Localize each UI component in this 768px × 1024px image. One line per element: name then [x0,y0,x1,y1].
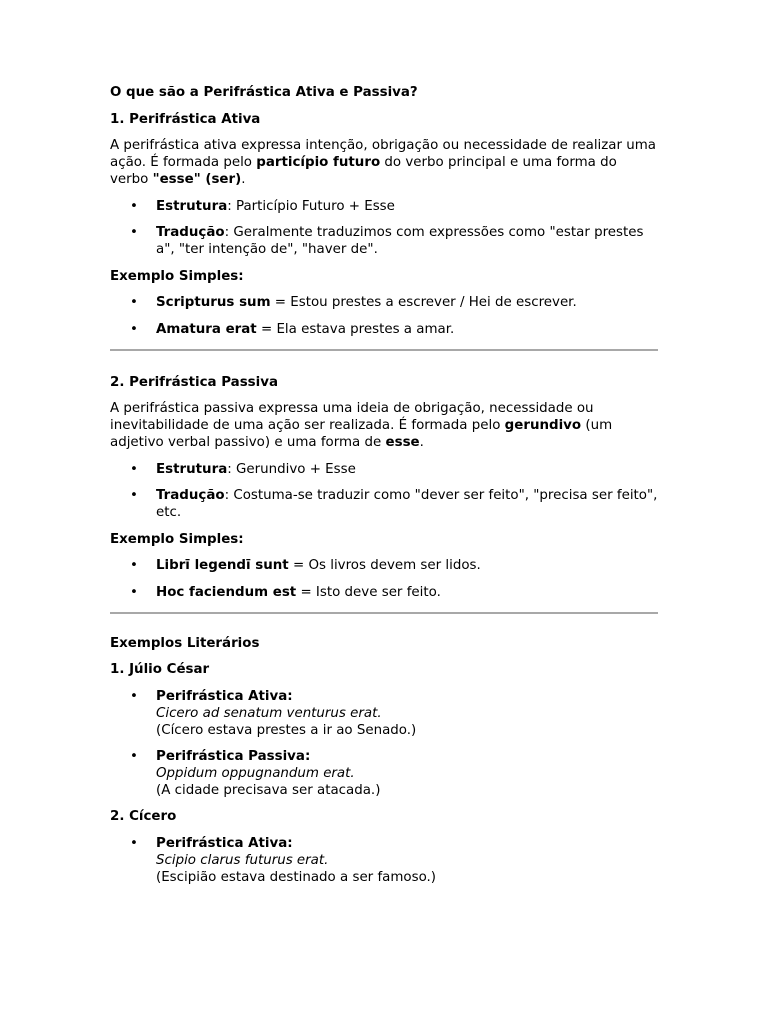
translation-text: (Escipião estava destinado a ser famoso.) [156,869,437,885]
author-heading: 1. Júlio César [110,662,210,678]
ativa-intro-text: do verbo principal e uma forma do verbo [110,155,617,187]
latin-quote: Scipio clarus futurus erat. [156,852,329,868]
section-divider [110,349,658,351]
ativa-intro-emphasis: "esse" (ser) [152,171,242,187]
passiva-intro-text: . [419,434,424,450]
latin-quote: Cicero ad senatum venturus erat. [156,705,382,721]
list-item-term: Estrutura [156,461,228,477]
list-item [110,462,658,479]
list-item [110,689,658,739]
list-item [110,488,658,521]
example-label: • Perifrástica Ativa: [156,689,293,705]
example-label: • Perifrástica Passiva: [156,749,311,765]
list-item-text: : Geralmente traduzimos com expressões como "estar prestes a", "ter intenção de", "haver de". [156,225,644,257]
ativa-intro-paragraph [110,138,658,188]
list-item-term: Hoc faciendum est [156,585,297,601]
translation-text: (Cícero estava prestes a ir ao Senado.) [156,722,417,738]
ativa-definition-list [110,199,658,259]
list-item [110,749,658,799]
list-item [110,836,658,886]
list-item-text: = Isto deve ser feito. [296,585,441,601]
passiva-intro-emphasis: gerundivo [504,418,582,434]
list-item-term: Estrutura [156,198,228,214]
list-item-text: : Gerundivo + Esse [227,461,356,477]
latin-quote: Oppidum oppugnandum erat. [156,765,355,781]
author-example-list [110,836,658,886]
ativa-example-list [110,295,658,338]
list-item-text: : Particípio Futuro + Esse [227,198,395,214]
list-item-term: Amatura erat [156,322,257,338]
list-item-term: Tradução [156,225,225,241]
document-page [110,85,658,896]
passiva-intro-emphasis: esse [385,434,420,450]
ativa-intro-emphasis: particípio futuro [256,155,381,171]
list-item-term: Librī legendī sunt [156,558,289,574]
list-item [110,585,658,602]
list-item-term: Scripturus sum [156,295,271,311]
ativa-intro-text: A perifrástica ativa expressa intenção, obrigação ou necessidade de realizar uma ação. É formada pelo [110,138,656,171]
list-item [110,199,658,216]
passiva-intro-text: A perifrástica passiva expressa uma ideia de obrigação, necessidade ou inevitabilidade de uma ação ser realizada. É formada pelo [110,401,594,434]
author-example-list [110,689,658,799]
list-item-text: = Estou prestes a escrever / Hei de escrever. [270,295,577,311]
passiva-example-list [110,558,658,601]
list-item-term: Tradução [156,488,225,504]
list-item-text: : Costuma-se traduzir como "dever ser feito", "precisa ser feito", etc. [156,488,658,520]
list-item [110,558,658,575]
translation-text: (A cidade precisava ser atacada.) [156,782,381,798]
list-item [110,322,658,339]
list-item [110,225,658,258]
section-heading-passiva: 2. Perifrástica Passiva [110,374,279,390]
ativa-example-heading: Exemplo Simples: [110,268,244,284]
ativa-intro-text: . [241,171,246,187]
list-item-text: = Os livros devem ser lidos. [288,558,481,574]
passiva-example-heading: Exemplo Simples: [110,531,244,547]
document-title: O que são a Perifrástica Ativa e Passiva? [110,85,418,100]
section-divider [110,612,658,614]
author-heading: 2. Cícero [110,809,177,825]
list-item-text: = Ela estava prestes a amar. [256,322,455,338]
section-heading-literarios: Exemplos Literários [110,635,260,651]
example-label: • Perifrástica Ativa: [156,836,293,852]
section-heading-ativa: 1. Perifrástica Ativa [110,111,261,127]
list-item [110,295,658,312]
passiva-intro-paragraph [110,401,658,451]
passiva-definition-list [110,462,658,522]
passiva-intro-text: (um adjetivo verbal passivo) e uma forma de [110,418,613,450]
